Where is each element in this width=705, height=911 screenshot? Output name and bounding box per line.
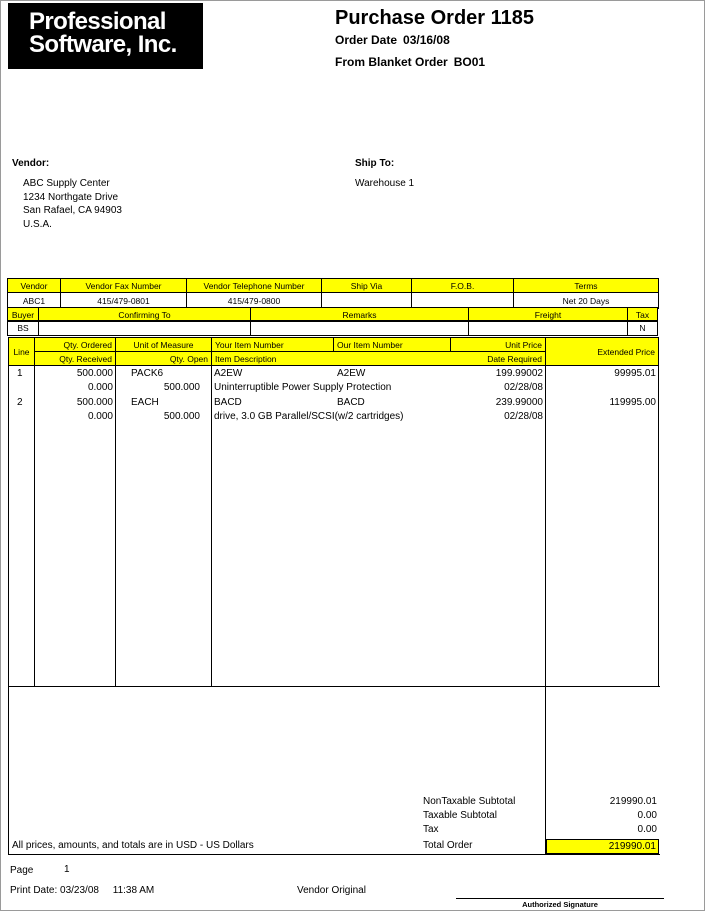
- confirming-to-header: Confirming To: [38, 307, 251, 322]
- page-number: 1: [64, 864, 70, 875]
- line-header: Line: [8, 337, 35, 366]
- item-description: drive, 3.0 GB Parallel/SCSI(w/2 cartridges): [214, 411, 404, 422]
- signature-label: Authorized Signature: [522, 900, 598, 909]
- uom-header: Unit of Measure: [115, 337, 212, 352]
- buyer-info-value-row: [8, 321, 659, 336]
- our-item-number-header: Our Item Number: [333, 337, 451, 352]
- grid-line: [8, 365, 9, 686]
- logo-line-2: Software, Inc.: [29, 31, 177, 58]
- taxable-subtotal-value: 0.00: [637, 810, 657, 821]
- order-date-label: Order Date: [335, 33, 398, 47]
- qty-open-header: Qty. Open: [115, 351, 212, 366]
- tax-label: Tax: [423, 824, 439, 835]
- vendor-info-header-row: [8, 279, 659, 293]
- unit-of-measure: EACH: [131, 397, 159, 408]
- grid-line: [8, 686, 9, 855]
- freight-header: Freight: [468, 307, 628, 322]
- unit-of-measure: PACK6: [131, 368, 164, 379]
- your-item-number: BACD: [214, 397, 242, 408]
- order-date-value: 03/16/08: [403, 33, 450, 47]
- vendor-fax-value: 415/479-0801: [60, 292, 187, 309]
- currency-note: All prices, amounts, and totals are in USD - US Dollars: [12, 840, 254, 851]
- qty-received-header: Qty. Received: [34, 351, 116, 366]
- line-items-header: [8, 337, 660, 366]
- terms-header: Terms: [513, 278, 659, 293]
- totals-bottom-line: [8, 854, 660, 855]
- blanket-order-label: From Blanket Order: [335, 55, 448, 69]
- vendor-label: Vendor:: [12, 158, 50, 169]
- ship-via-header: Ship Via: [321, 278, 412, 293]
- your-item-number: A2EW: [214, 368, 243, 379]
- unit-price: 199.99002: [495, 368, 543, 379]
- tax-value: N: [627, 320, 658, 336]
- qty-ordered: 500.000: [76, 368, 113, 379]
- qty-open: 500.000: [163, 382, 200, 393]
- taxable-subtotal-label: Taxable Subtotal: [423, 810, 497, 821]
- unit-price: 239.99000: [495, 397, 543, 408]
- remarks-value: [250, 320, 469, 336]
- extended-price: 99995.01: [614, 368, 656, 379]
- company-logo: [8, 3, 203, 69]
- buyer-value: BS: [7, 320, 39, 336]
- grid-line: [658, 365, 659, 686]
- total-order-value: 219990.01: [546, 839, 659, 854]
- your-item-number-header: Your Item Number: [211, 337, 334, 352]
- blanket-order-value: BO01: [453, 55, 486, 69]
- print-time: 11:38 AM: [112, 885, 155, 896]
- extended-price-header: Extended Price: [545, 337, 659, 366]
- order-date: [335, 33, 450, 47]
- nontaxable-subtotal-value: 219990.01: [609, 796, 657, 807]
- terms-value: Net 20 Days: [513, 292, 659, 309]
- qty-received: 0.000: [87, 382, 113, 393]
- page-label: Page: [10, 865, 34, 876]
- print-date-label: Print Date:: [10, 885, 58, 896]
- date-required-header: Date Required: [450, 351, 546, 366]
- logo-line-1: Professional: [29, 8, 166, 35]
- freight-value: [468, 320, 628, 336]
- vendor-phone-header: Vendor Telephone Number: [186, 278, 322, 293]
- vendor-value: ABC1: [7, 292, 61, 309]
- ship-to-label: Ship To:: [355, 158, 395, 169]
- print-date: [10, 885, 154, 896]
- line-number: 1: [17, 368, 23, 379]
- tax-total-value: 0.00: [637, 824, 657, 835]
- qty-open: 500.000: [163, 411, 200, 422]
- blanket-order: [335, 55, 485, 69]
- vendor-address-line: ABC Supply Center: [23, 178, 110, 189]
- our-item-number: A2EW: [337, 368, 366, 379]
- fob-header: F.O.B.: [411, 278, 514, 293]
- grid-bottom-line: [8, 686, 660, 687]
- confirming-to-value: [38, 320, 251, 336]
- qty-ordered-header: Qty. Ordered: [34, 337, 116, 352]
- grid-line: [211, 365, 212, 686]
- our-item-number: BACD: [337, 397, 365, 408]
- grid-line: [545, 365, 546, 854]
- vendor-phone-value: 415/479-0800: [186, 292, 322, 309]
- copy-label: Vendor Original: [297, 885, 366, 896]
- vendor-address-line: San Rafael, CA 94903: [23, 205, 122, 216]
- qty-received: 0.000: [87, 411, 113, 422]
- vendor-fax-header: Vendor Fax Number: [60, 278, 187, 293]
- total-order-label: Total Order: [423, 840, 473, 851]
- signature-line: [456, 898, 664, 899]
- tax-header: Tax: [627, 307, 658, 322]
- date-required: 02/28/08: [504, 411, 543, 422]
- vendor-header: Vendor: [7, 278, 61, 293]
- buyer-header: Buyer: [7, 307, 39, 322]
- item-description-header: Item Description: [211, 351, 546, 366]
- line-number: 2: [17, 397, 23, 408]
- nontaxable-subtotal-label: NonTaxable Subtotal: [423, 796, 516, 807]
- print-date-value: 03/23/08: [60, 885, 99, 896]
- date-required: 02/28/08: [504, 382, 543, 393]
- vendor-address-line: 1234 Northgate Drive: [23, 191, 119, 203]
- grid-line: [34, 365, 35, 686]
- vendor-address: [23, 177, 122, 231]
- item-description: Uninterruptible Power Supply Protection: [214, 382, 392, 393]
- grid-line: [115, 365, 116, 686]
- page-title: Purchase Order 1185: [335, 7, 535, 29]
- ship-to-value: Warehouse 1: [355, 178, 415, 189]
- remarks-header: Remarks: [250, 307, 469, 322]
- unit-price-header: Unit Price: [450, 337, 546, 352]
- vendor-address-line: U.S.A.: [23, 218, 52, 230]
- qty-ordered: 500.000: [76, 397, 113, 408]
- extended-price: 119995.00: [609, 397, 656, 408]
